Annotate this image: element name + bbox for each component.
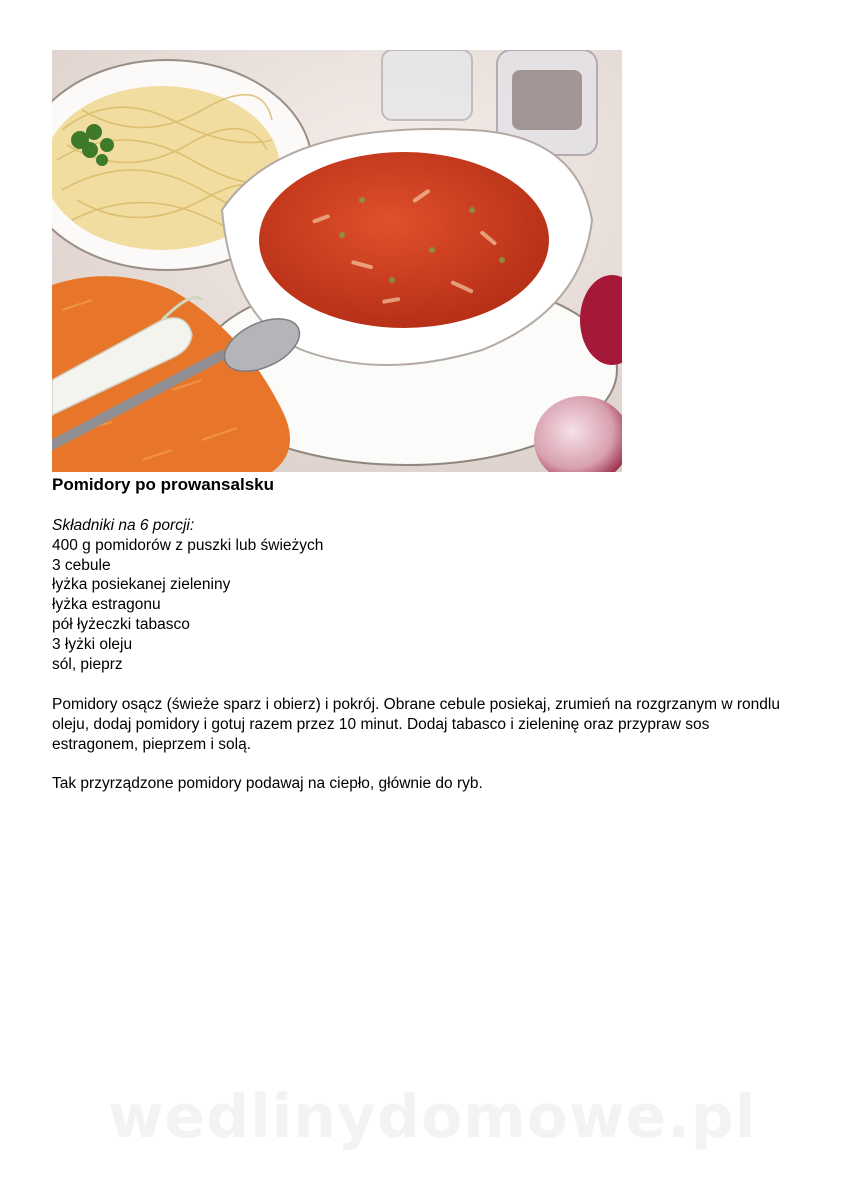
- ingredient-item: łyżka estragonu: [52, 596, 161, 614]
- ingredient-item: łyżka posiekanej zieleniny: [52, 576, 231, 594]
- ingredient-item: pół łyżeczki tabasco: [52, 615, 190, 633]
- salt-shaker: [382, 50, 472, 120]
- tomato-sauce-illustration: [52, 50, 622, 472]
- recipe-photo: [52, 50, 622, 472]
- watermark: wedlinydomowe.pl: [108, 1082, 757, 1152]
- ingredient-item: sól, pieprz: [52, 655, 123, 673]
- tomato-sauce: [259, 152, 549, 328]
- ingredient-item: 3 łyżki oleju: [52, 635, 133, 653]
- ingredients-intro: Składniki na 6 porcji:: [52, 517, 195, 534]
- instructions-paragraph: Pomidory osącz (świeże sparz i obierz) i pokrój. Obrane cebule posiekaj, zrumień na rozgrzanym w rondlu oleju, dodaj pomidory i gotuj razem przez 10 minut. Dodaj tabasco i zieleninę oraz przypraw sos estragonem, pieprzem i solą.: [52, 696, 780, 753]
- serving-note: Tak przyrządzone pomidory podawaj na ciepło, głównie do ryb.: [52, 775, 483, 792]
- ingredient-item: 400 g pomidorów z puszki lub świeżych: [52, 536, 324, 554]
- ingredient-item: 3 cebule: [52, 556, 111, 574]
- recipe-title: Pomidory po prowansalsku: [52, 475, 274, 494]
- ingredients-block: [52, 516, 772, 674]
